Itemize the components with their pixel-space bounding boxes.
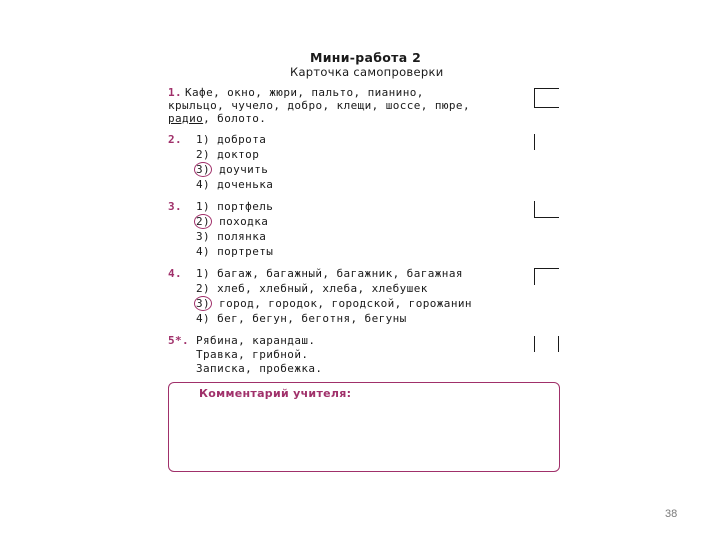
task-1-line-3 [168,112,266,125]
answer-bracket-5b [558,336,560,352]
answer-bracket-3 [534,201,559,218]
answer-bracket-4 [534,268,559,285]
circled-answer: 3) [196,297,211,310]
task-1-underlined-word: радио [168,112,204,125]
task-2-option-2: 2) доктор [196,148,260,161]
task-4-option-2: 2) хлеб, хлебный, хлеба, хлебушек [196,282,428,295]
worksheet-title: Мини-работа 2 [310,50,422,65]
task-3-option-4: 4) портреты [196,245,274,258]
task-2-option-4: 4) доченька [196,178,274,191]
answer-bracket-2 [534,134,536,150]
task-5-number: 5*. [168,334,190,347]
answer-bracket-1 [534,88,559,108]
page-number: 38 [665,508,678,520]
task-1-number: 1. [168,86,183,99]
teacher-comment-label: Комментарий учителя: [199,387,352,400]
task-4-option-4: 4) бег, бегун, беготня, бегуны [196,312,407,325]
answer-bracket-5a [534,336,536,352]
circled-answer: 3) [196,163,211,176]
task-1-line-3-rest: , болото. [203,112,267,125]
task-3-option-1: 1) портфель [196,200,274,213]
task-5-line-2: Травка, грибной. [196,348,309,361]
task-1-line-2: крыльцо, чучело, добро, клещи, шоссе, пюре, [168,99,470,112]
task-2-number: 2. [168,133,183,146]
task-3-option-3: 3) полянка [196,230,267,243]
task-5-line-1: Рябина, карандаш. [196,334,316,347]
task-3-option-2: 2) походка [196,215,269,228]
teacher-comment-box [168,382,560,472]
task-3-number: 3. [168,200,183,213]
task-4-option-3: 3) город, городок, городской, горожанин [196,297,472,310]
task-4-option-1: 1) багаж, багажный, багажник, багажная [196,267,463,280]
task-2-option-3: 3) доучить [196,163,269,176]
task-1-line-1: Кафе, окно, жюри, пальто, пианино, [185,86,424,99]
task-2-option-1: 1) доброта [196,133,267,146]
circled-answer: 2) [196,215,211,228]
worksheet-subtitle: Карточка самопроверки [290,65,444,79]
task-5-line-3: Записка, пробежка. [196,362,323,375]
task-4-number: 4. [168,267,183,280]
